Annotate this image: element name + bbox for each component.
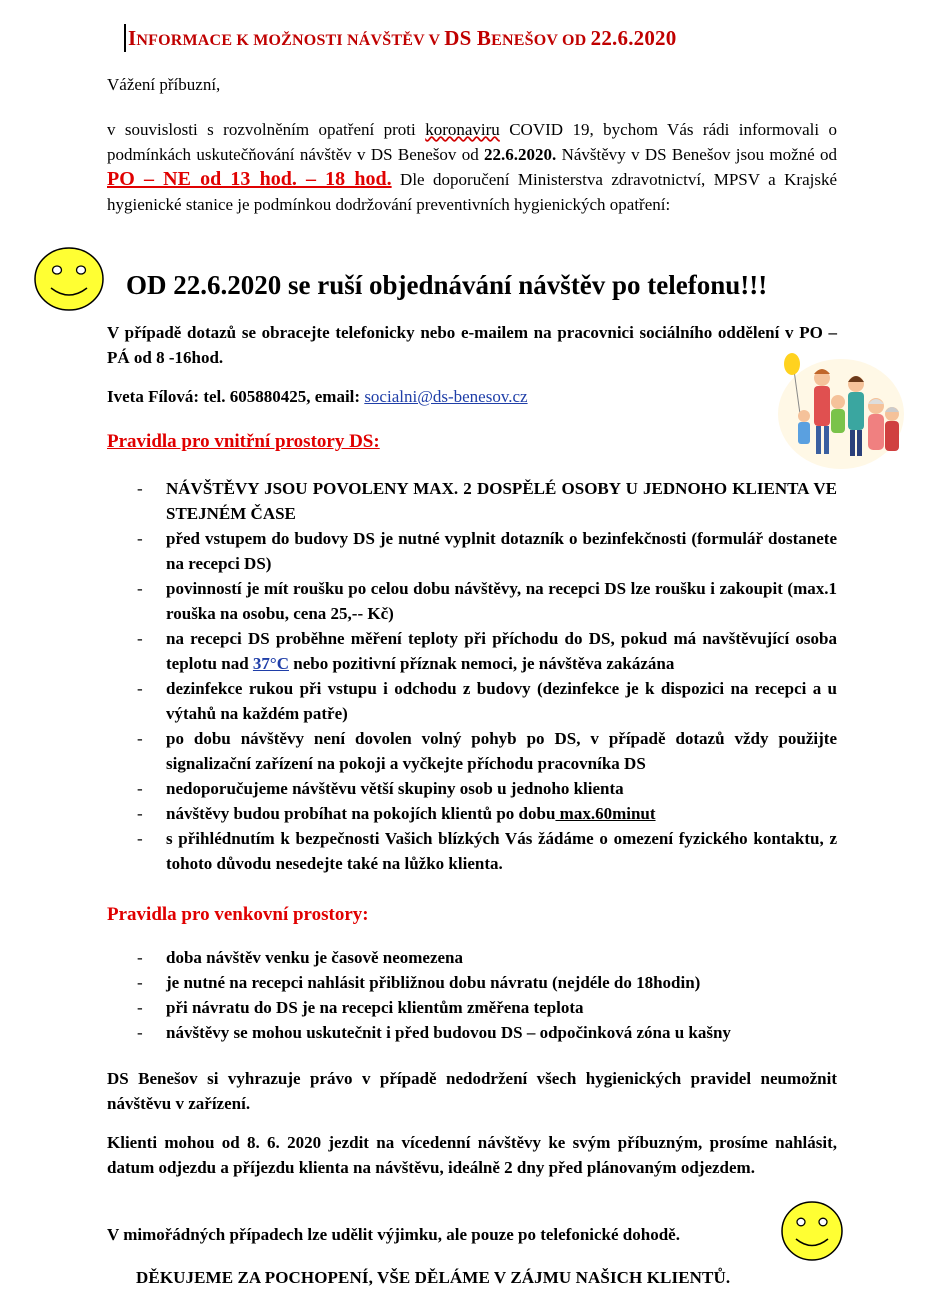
outdoor-rules-list	[107, 945, 837, 1045]
list-item: - po dobu návštěvy není dovolen volný pohyb po DS, v případě dotazů vždy použijte signalizační zařízení na pokoji a vyčkejte příchodu pracovníka DS	[107, 726, 837, 776]
misspelled-word: koronaviru	[425, 120, 500, 139]
list-item: - povinností je mít roušku po celou dobu návštěvy, na recepci DS lze roušku i zakoupit (max.1 rouška na osobu, cena 25,-- Kč)	[107, 576, 837, 626]
indoor-heading: Pravidla pro vnitřní prostory DS:	[107, 431, 380, 452]
email-link[interactable]: socialni@ds-benesov.cz	[364, 387, 528, 406]
list-item: - NÁVŠTĚVY JSOU POVOLENY MAX. 2 DOSPĚLÉ OSOBY U JEDNOHO KLIENTA VE STEJNÉM ČASE	[107, 476, 837, 526]
overnight-paragraph: Klienti mohou od 8. 6. 2020 jezdit na vícedenní návštěvy ke svým příbuzným, prosíme nahlásit, datum odjezdu a příjezdu klienta na návštěvu, ideálně 2 dny před plánovaným odjezdem.	[107, 1133, 837, 1177]
list-item: - návštěvy se mohou uskutečnit i před budovou DS – odpočinková zóna u kašny	[107, 1020, 837, 1045]
closing-thanks: DĚKUJEME ZA POCHOPENÍ, VŠE DĚLÁME V ZÁJMU NAŠICH KLIENTŮ.	[136, 1268, 731, 1287]
duration-value: max.60minut	[555, 804, 656, 823]
visiting-hours: PO – NE od 13 hod. – 18 hod.	[107, 168, 392, 190]
contact-person: Iveta Fílová: tel. 605880425, email: socialni@ds-benesov.cz	[107, 387, 528, 406]
contact-info: V případě dotazů se obracejte telefonicky nebo e-mailem na pracovnici sociálního oddělení v PO – PÁ od 8 -16hod.	[107, 323, 837, 367]
list-item: - návštěvy budou probíhat na pokojích klientů po dobu max.60minut	[107, 801, 837, 826]
list-item: - nedoporučujeme návštěvu větší skupiny osob u jednoho klienta	[107, 776, 837, 801]
indoor-rules-list	[107, 476, 837, 876]
intro-paragraph: v souvislosti s rozvolněním opatření proti koronaviru COVID 19, bychom Vás rádi informovali o podmínkách uskutečňování návštěv v DS Benešov od 22.6.2020. Návštěvy v DS Benešov jsou možné od PO – NE od 13 hod. – 18 hod. Dle doporučení Ministerstva zdravotnictví, MPSV a Krajské hygienické stanice je podmínkou dodržování preventivních hygienických opatření:	[107, 120, 837, 214]
list-item: - doba návštěv venku je časově neomezena	[107, 945, 837, 970]
list-item: - s přihlédnutím k bezpečnosti Vašich blízkých Vás žádáme o omezení fyzického kontaktu, z tohoto důvodu nesedejte také na lůžko klienta.	[107, 826, 837, 876]
greeting: Vážení příbuzní,	[107, 75, 221, 94]
announcement: OD 22.6.2020 se ruší objednávání návštěv po telefonu!!!	[126, 270, 768, 300]
page-title: INFORMACE K MOŽNOSTI NÁVŠTĚV V DS BENEŠOV OD 22.6.2020	[124, 24, 848, 52]
exception-paragraph: V mimořádných případech lze udělit výjimku, ale pouze po telefonické dohodě.	[107, 1225, 680, 1244]
reservation-paragraph: DS Benešov si vyhrazuje právo v případě nedodržení všech hygienických pravidel neumožnit návštěvu v zařízení.	[107, 1069, 837, 1113]
list-item: - je nutné na recepci nahlásit přibližnou dobu návratu (nejdéle do 18hodin)	[107, 970, 837, 995]
outdoor-heading: Pravidla pro venkovní prostory:	[107, 904, 369, 925]
smiley-face-icon	[33, 246, 105, 312]
list-item: - na recepci DS proběhne měření teploty při příchodu do DS, pokud má navštěvující osoba teplotu nad 37°C nebo pozitivní příznak nemoci, je návštěva zakázána	[107, 626, 837, 676]
list-item: - při návratu do DS je na recepci klientům změřena teplota	[107, 995, 837, 1020]
list-item: - před vstupem do budovy DS je nutné vyplnit dotazník o bezinfekčnosti (formulář dostanete na recepci DS)	[107, 526, 837, 576]
smiley-face-icon	[780, 1200, 844, 1262]
temperature-value: 37°C	[252, 654, 289, 673]
list-item: - dezinfekce rukou při vstupu i odchodu z budovy (dezinfekce je k dispozici na recepci a u výtahů na každém patře)	[107, 676, 837, 726]
